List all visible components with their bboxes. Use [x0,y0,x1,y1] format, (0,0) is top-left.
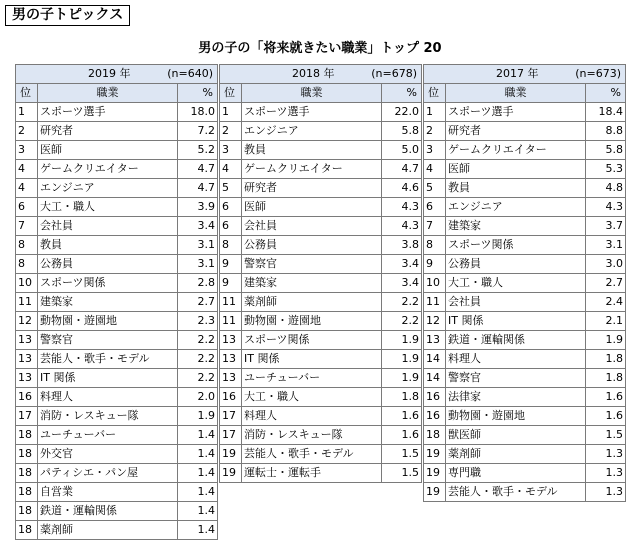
table-row [220,388,422,407]
column-header-row [16,84,218,103]
percent-cell: 1.4 [178,464,218,483]
job-cell: ユーチューバー [38,426,178,445]
job-cell: スポーツ関係 [242,331,382,350]
job-cell: スポーツ関係 [446,236,586,255]
rank-cell: 8 [16,255,38,274]
rank-cell: 19 [220,445,242,464]
percent-cell: 1.4 [178,426,218,445]
job-cell: 料理人 [38,388,178,407]
column-header-rank: 位 [16,84,38,103]
rank-cell: 1 [424,103,446,122]
table-row [220,198,422,217]
table-row [220,350,422,369]
ranking-table-2018 [219,64,422,483]
rank-cell: 6 [220,217,242,236]
percent-cell: 2.3 [178,312,218,331]
table-row [220,141,422,160]
percent-cell: 1.9 [586,331,626,350]
job-cell: 公務員 [38,255,178,274]
percent-cell: 1.6 [382,426,422,445]
table-row [424,141,626,160]
rank-cell: 8 [220,236,242,255]
job-cell: 薬剤師 [38,521,178,540]
percent-cell: 2.2 [178,331,218,350]
percent-cell: 1.8 [586,350,626,369]
percent-cell: 2.7 [586,274,626,293]
table-row [16,217,218,236]
job-cell: ゲームクリエイター [446,141,586,160]
table-row [220,464,422,483]
table-row [16,483,218,502]
rank-cell: 7 [16,217,38,236]
rank-cell: 18 [424,426,446,445]
rank-cell: 9 [220,255,242,274]
percent-cell: 1.6 [382,407,422,426]
rank-cell: 14 [424,369,446,388]
job-cell: ゲームクリエイター [38,160,178,179]
rank-cell: 8 [424,236,446,255]
rank-cell: 4 [16,179,38,198]
percent-cell: 2.2 [382,293,422,312]
table-row [220,103,422,122]
rank-cell: 3 [16,141,38,160]
rank-cell: 19 [220,464,242,483]
percent-cell: 4.7 [178,160,218,179]
rank-cell: 17 [16,407,38,426]
table-row [16,122,218,141]
table-row [16,445,218,464]
percent-cell: 4.3 [382,198,422,217]
rank-cell: 8 [16,236,38,255]
percent-cell: 2.4 [586,293,626,312]
table-row [424,350,626,369]
percent-cell: 1.9 [382,369,422,388]
table-row [16,103,218,122]
rank-cell: 3 [220,141,242,160]
percent-cell: 3.4 [382,255,422,274]
percent-cell: 1.9 [382,331,422,350]
year-header [16,65,218,84]
job-cell: エンジニア [446,198,586,217]
rank-cell: 3 [424,141,446,160]
job-cell: ユーチューバー [242,369,382,388]
job-cell: 大工・職人 [242,388,382,407]
job-cell: 医師 [446,160,586,179]
table-row [16,426,218,445]
table-row [424,483,626,502]
table-row [424,426,626,445]
job-cell: IT 関係 [446,312,586,331]
table-row [424,407,626,426]
percent-cell: 1.3 [586,445,626,464]
job-cell: 動物園・遊園地 [446,407,586,426]
percent-cell: 5.2 [178,141,218,160]
rank-cell: 17 [220,407,242,426]
percent-cell: 3.1 [178,236,218,255]
ranking-table-2017 [423,64,626,502]
job-cell: 運転士・運転手 [242,464,382,483]
percent-cell: 3.9 [178,198,218,217]
job-cell: 法律家 [446,388,586,407]
percent-cell: 4.3 [586,198,626,217]
job-cell: 研究者 [242,179,382,198]
percent-cell: 1.5 [382,464,422,483]
table-row [424,274,626,293]
job-cell: 料理人 [446,350,586,369]
job-cell: 警察官 [38,331,178,350]
job-cell: 消防・レスキュー隊 [38,407,178,426]
job-cell: スポーツ選手 [242,103,382,122]
table-row [16,388,218,407]
rank-cell: 11 [220,312,242,331]
job-cell: 薬剤師 [446,445,586,464]
column-header-row [424,84,626,103]
percent-cell: 1.9 [178,407,218,426]
rank-cell: 10 [16,274,38,293]
table-row [16,236,218,255]
rank-cell: 18 [16,521,38,540]
rank-cell: 11 [424,293,446,312]
rank-cell: 19 [424,483,446,502]
percent-cell: 8.8 [586,122,626,141]
table-row [424,160,626,179]
page-title: 男の子の「将来就きたい職業」トップ 20 [198,41,442,56]
table-row [424,255,626,274]
table-row [424,179,626,198]
job-cell: 鉄道・運輸関係 [446,331,586,350]
job-cell: IT 関係 [242,350,382,369]
year-header [424,65,626,84]
percent-cell: 1.5 [382,445,422,464]
percent-cell: 1.4 [178,502,218,521]
job-cell: 自営業 [38,483,178,502]
percent-cell: 3.0 [586,255,626,274]
percent-cell: 3.1 [178,255,218,274]
percent-cell: 18.0 [178,103,218,122]
rank-cell: 7 [424,217,446,236]
rank-cell: 18 [16,483,38,502]
percent-cell: 4.7 [382,160,422,179]
rank-cell: 12 [424,312,446,331]
table-row [220,274,422,293]
job-cell: エンジニア [242,122,382,141]
rank-cell: 2 [220,122,242,141]
column-header-rank: 位 [220,84,242,103]
job-cell: エンジニア [38,179,178,198]
rank-cell: 13 [424,331,446,350]
percent-cell: 5.3 [586,160,626,179]
table-row [220,122,422,141]
percent-cell: 1.5 [586,426,626,445]
rank-cell: 5 [220,179,242,198]
percent-cell: 5.8 [382,122,422,141]
job-cell: 研究者 [38,122,178,141]
table-row [424,122,626,141]
percent-cell: 1.4 [178,521,218,540]
job-cell: 警察官 [446,369,586,388]
job-cell: 医師 [38,141,178,160]
rank-cell: 11 [220,293,242,312]
job-cell: 教員 [242,141,382,160]
percent-cell: 4.6 [382,179,422,198]
rank-cell: 18 [16,464,38,483]
table-row [424,464,626,483]
job-cell: 料理人 [242,407,382,426]
rank-cell: 13 [16,350,38,369]
job-cell: ゲームクリエイター [242,160,382,179]
job-cell: 鉄道・運輸関係 [38,502,178,521]
rank-cell: 9 [424,255,446,274]
job-cell: 教員 [446,179,586,198]
rank-cell: 16 [220,388,242,407]
table-row [220,217,422,236]
rank-cell: 12 [16,312,38,331]
rank-cell: 19 [424,464,446,483]
table-row [16,350,218,369]
rank-cell: 5 [424,179,446,198]
percent-cell: 1.4 [178,445,218,464]
job-cell: 会社員 [242,217,382,236]
rank-cell: 13 [16,331,38,350]
year-header-row [16,65,218,84]
percent-cell: 2.7 [178,293,218,312]
table-row [16,255,218,274]
job-cell: 建築家 [242,274,382,293]
job-cell: IT 関係 [38,369,178,388]
table-row [220,160,422,179]
table-row [220,407,422,426]
job-cell: 専門職 [446,464,586,483]
rank-cell: 1 [16,103,38,122]
table-row [424,236,626,255]
table-row [424,103,626,122]
table-row [16,331,218,350]
sample-size: (n=678) [371,67,417,80]
rank-cell: 17 [220,426,242,445]
table-row [424,369,626,388]
rank-cell: 4 [424,160,446,179]
rank-cell: 1 [220,103,242,122]
rank-cell: 6 [424,198,446,217]
sample-size: (n=640) [167,67,213,80]
job-cell: スポーツ関係 [38,274,178,293]
job-cell: 大工・職人 [446,274,586,293]
percent-cell: 3.4 [178,217,218,236]
table-row [424,445,626,464]
rank-cell: 14 [424,350,446,369]
year-label: 2017 年 [496,67,539,80]
column-header-pct: % [586,84,626,103]
percent-cell: 1.8 [382,388,422,407]
column-header-job: 職業 [446,84,586,103]
job-cell: 医師 [242,198,382,217]
percent-cell: 5.8 [586,141,626,160]
job-cell: 研究者 [446,122,586,141]
rank-cell: 2 [424,122,446,141]
column-header-job: 職業 [242,84,382,103]
column-header-row [220,84,422,103]
table-row [424,312,626,331]
percent-cell: 2.1 [586,312,626,331]
ranking-table-2019 [15,64,218,540]
percent-cell: 1.3 [586,483,626,502]
table-row [16,179,218,198]
rank-cell: 4 [220,160,242,179]
percent-cell: 1.6 [586,407,626,426]
percent-cell: 5.0 [382,141,422,160]
job-cell: 建築家 [38,293,178,312]
percent-cell: 2.2 [178,369,218,388]
job-cell: 大工・職人 [38,198,178,217]
rank-cell: 10 [424,274,446,293]
table-row [220,331,422,350]
sample-size: (n=673) [575,67,621,80]
percent-cell: 2.8 [178,274,218,293]
job-cell: 芸能人・歌手・モデル [242,445,382,464]
table-row [16,312,218,331]
job-cell: 教員 [38,236,178,255]
rank-cell: 16 [424,388,446,407]
rank-cell: 6 [16,198,38,217]
year-label: 2019 年 [88,67,131,80]
percent-cell: 2.0 [178,388,218,407]
percent-cell: 3.4 [382,274,422,293]
job-cell: 警察官 [242,255,382,274]
job-cell: スポーツ選手 [446,103,586,122]
box-title: 男の子トピックス [5,5,130,26]
job-cell: 芸能人・歌手・モデル [38,350,178,369]
job-cell: 消防・レスキュー隊 [242,426,382,445]
percent-cell: 3.1 [586,236,626,255]
job-cell: 動物園・遊園地 [242,312,382,331]
table-row [220,255,422,274]
percent-cell: 1.4 [178,483,218,502]
job-cell: 建築家 [446,217,586,236]
job-cell: 外交官 [38,445,178,464]
rank-cell: 18 [16,426,38,445]
percent-cell: 3.8 [382,236,422,255]
table-row [16,160,218,179]
rank-cell: 4 [16,160,38,179]
table-row [16,464,218,483]
job-cell: 会社員 [446,293,586,312]
column-header-pct: % [382,84,422,103]
percent-cell: 22.0 [382,103,422,122]
percent-cell: 1.6 [586,388,626,407]
column-header-rank: 位 [424,84,446,103]
percent-cell: 2.2 [382,312,422,331]
rank-cell: 13 [220,331,242,350]
job-cell: 芸能人・歌手・モデル [446,483,586,502]
year-header [220,65,422,84]
rank-cell: 16 [424,407,446,426]
table-row [16,274,218,293]
rank-cell: 16 [16,388,38,407]
percent-cell: 2.2 [178,350,218,369]
rank-cell: 13 [220,369,242,388]
rank-cell: 6 [220,198,242,217]
year-header-row [424,65,626,84]
table-row [220,426,422,445]
table-row [16,198,218,217]
job-cell: 獣医師 [446,426,586,445]
percent-cell: 1.8 [586,369,626,388]
table-row [220,369,422,388]
rank-cell: 2 [16,122,38,141]
year-label: 2018 年 [292,67,335,80]
table-row [220,236,422,255]
rank-cell: 9 [220,274,242,293]
table-row [220,445,422,464]
table-row [220,179,422,198]
percent-cell: 7.2 [178,122,218,141]
job-cell: 動物園・遊園地 [38,312,178,331]
job-cell: 薬剤師 [242,293,382,312]
column-header-job: 職業 [38,84,178,103]
column-header-pct: % [178,84,218,103]
rank-cell: 18 [16,445,38,464]
percent-cell: 4.3 [382,217,422,236]
table-row [424,388,626,407]
rank-cell: 13 [220,350,242,369]
table-row [16,502,218,521]
table-row [16,293,218,312]
job-cell: スポーツ選手 [38,103,178,122]
table-row [220,293,422,312]
table-row [424,331,626,350]
rank-cell: 19 [424,445,446,464]
percent-cell: 4.8 [586,179,626,198]
rank-cell: 18 [16,502,38,521]
percent-cell: 3.7 [586,217,626,236]
year-header-row [220,65,422,84]
job-cell: 公務員 [242,236,382,255]
rank-cell: 11 [16,293,38,312]
rank-cell: 13 [16,369,38,388]
table-row [424,217,626,236]
table-row [424,293,626,312]
percent-cell: 1.3 [586,464,626,483]
job-cell: パティシエ・パン屋 [38,464,178,483]
percent-cell: 18.4 [586,103,626,122]
table-row [16,141,218,160]
table-row [220,312,422,331]
table-row [16,369,218,388]
percent-cell: 1.9 [382,350,422,369]
table-row [16,407,218,426]
table-row [424,198,626,217]
percent-cell: 4.7 [178,179,218,198]
job-cell: 会社員 [38,217,178,236]
job-cell: 公務員 [446,255,586,274]
